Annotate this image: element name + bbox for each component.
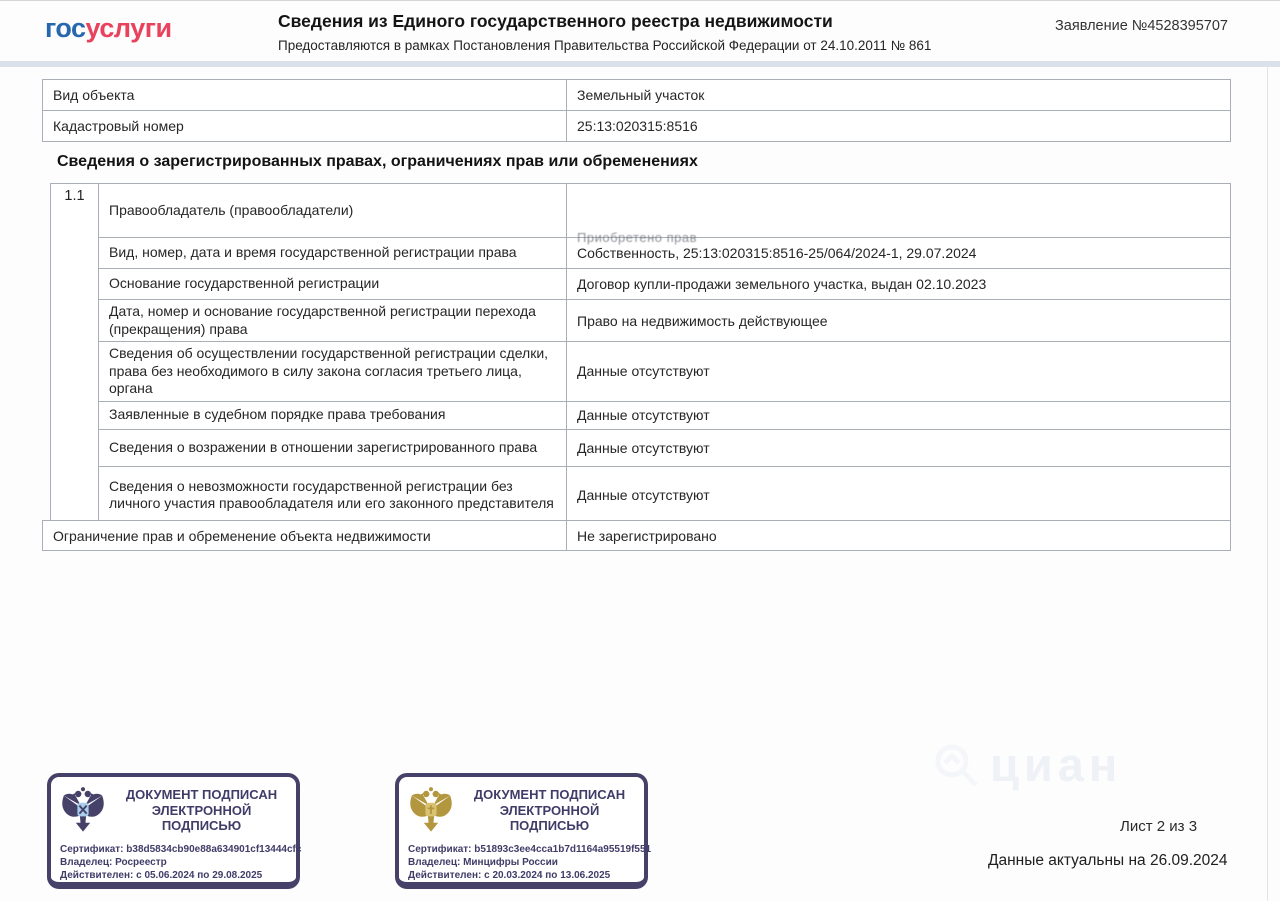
- stamp-certificate: Сертификат: b51893c3ee4cca1b7d1164a95519f551: [408, 844, 652, 855]
- stamp-title: ДОКУМЕНТ ПОДПИСАН ЭЛЕКТРОННОЙ ПОДПИСЬЮ: [125, 787, 278, 833]
- table-row: [99, 268, 1230, 299]
- field-value: Договор купли-продажи земельного участка, выдан 02.10.2023: [566, 269, 1230, 299]
- egrn-document-page: [0, 1, 1280, 901]
- field-value: 25:13:020315:8516: [566, 111, 1230, 141]
- cian-watermark: [930, 737, 1122, 792]
- table-row: [99, 341, 1230, 401]
- page-edge-line: [1267, 63, 1268, 901]
- field-label: Правообладатель (правообладатели): [109, 201, 354, 218]
- redacted-text-fragment: Приобретено прав: [577, 230, 698, 245]
- watermark-text: циан: [990, 738, 1123, 791]
- field-label: Кадастровый номер: [53, 118, 184, 134]
- field-label: Ограничение прав и обременение объекта недвижимости: [53, 527, 431, 544]
- document-subtitle: Предоставляются в рамках Постановления Правительства Российской Федерации от 24.10.2011 № 861: [278, 38, 932, 53]
- stamp-details: [408, 843, 651, 882]
- table-row: [43, 521, 1230, 550]
- logo-part-uslugi: услуги: [85, 13, 172, 43]
- stamp-details: [60, 843, 301, 882]
- table-row: [99, 429, 1230, 466]
- rights-table: [50, 183, 1231, 525]
- table-row: [43, 110, 1230, 141]
- field-value: Данные отсутствуют: [566, 402, 1230, 429]
- table-row: [99, 466, 1230, 524]
- table-row: [99, 237, 1230, 268]
- field-label: Сведения о возражении в отношении зарегистрированного права: [109, 438, 538, 455]
- field-label: Сведения о невозможности государственной регистрации без личного участия правообладателя или его законного представителя: [109, 477, 554, 511]
- logo-part-gos: гос: [45, 13, 86, 43]
- table-row: [99, 299, 1230, 341]
- table-row: [99, 184, 1230, 245]
- stamp-validity: Действителен: с 20.03.2024 по 13.06.2025: [408, 870, 611, 881]
- russia-coat-of-arms-icon: [407, 784, 455, 836]
- field-value: Право на недвижимость действующее: [566, 300, 1230, 341]
- rights-section-heading: Сведения о зарегистрированных правах, ограничениях прав или обременениях: [57, 153, 698, 170]
- stamp-owner: Владелец: Минцифры России: [408, 857, 558, 868]
- field-value: Не зарегистрировано: [566, 521, 1230, 550]
- table-row: [43, 80, 1230, 110]
- document-title: Сведения из Единого государственного реестра недвижимости: [278, 11, 833, 31]
- field-value: Земельный участок: [566, 80, 1230, 110]
- rosreestr-double-eagle-icon: [59, 784, 107, 836]
- field-value: Данные отсутствуют: [566, 342, 1230, 401]
- field-value-redacted: [566, 184, 1230, 245]
- gosuslugi-logo: [45, 13, 172, 44]
- field-value: Данные отсутствуют: [566, 467, 1230, 524]
- field-label: Заявленные в судебном порядке права требования: [109, 406, 446, 423]
- application-number: Заявление №4528395707: [1055, 18, 1228, 34]
- field-label: Вид, номер, дата и время государственной регистрации права: [109, 244, 517, 261]
- signature-stamp-rosreestr: [47, 773, 300, 889]
- cian-logo-icon: [930, 739, 982, 791]
- field-value: Собственность, 25:13:020315:8516-25/064/2024-1, 29.07.2024: [566, 238, 1230, 268]
- field-label: Вид объекта: [53, 87, 135, 103]
- data-actuality-date: Данные актуальны на 26.09.2024: [988, 852, 1228, 869]
- signature-stamp-mincifry: [395, 773, 652, 889]
- stamp-owner: Владелец: Росреестр: [60, 857, 167, 868]
- field-label: Основание государственной регистрации: [109, 275, 380, 292]
- restrictions-table: [42, 520, 1231, 551]
- field-value: Данные отсутствуют: [566, 430, 1230, 466]
- rights-rows: [99, 184, 1230, 524]
- table-row: [99, 401, 1230, 429]
- field-label: Сведения об осуществлении государственной регистрации сделки, права без необходимого в силу закона согласия третьего лица, органа: [109, 345, 549, 396]
- header-divider: [0, 61, 1280, 67]
- field-label: Дата, номер и основание государственной регистрации перехода (прекращения) права: [109, 303, 536, 337]
- object-info-table: [42, 79, 1231, 142]
- stamp-certificate: Сертификат: b38d5834cb90e88a634901cf13444cfc: [60, 844, 302, 855]
- stamp-title: ДОКУМЕНТ ПОДПИСАН ЭЛЕКТРОННОЙ ПОДПИСЬЮ: [473, 787, 626, 833]
- sheet-number: Лист 2 из 3: [1120, 818, 1198, 835]
- item-number: 1.1: [51, 184, 99, 524]
- stamp-validity: Действителен: с 05.06.2024 по 29.08.2025: [60, 870, 263, 881]
